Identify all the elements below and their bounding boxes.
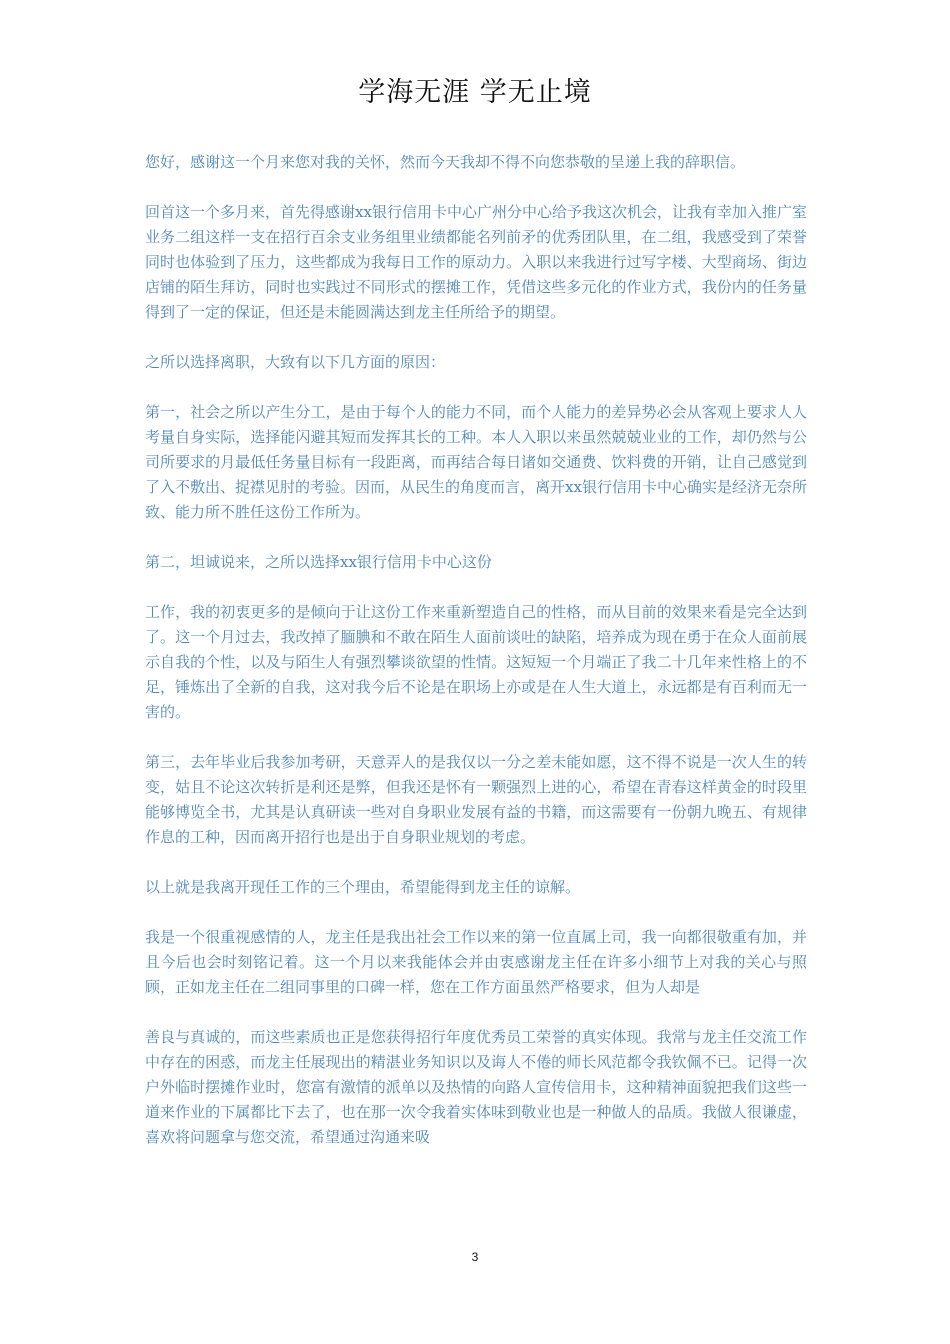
page-header-title: 学海无涯 学无止境 bbox=[358, 77, 592, 108]
paragraph-reason-one: 第一，社会之所以产生分工，是由于每个人的能力不同，而个人能力的差异势必会从客观上要求人人考量自身实际，选择能闪避其短而发挥其长的工种。本人入职以来虽然兢兢业业的工作，却仍然与公司所要求的月最低任务量目标有一段距离，而再结合每日诸如交通费、饮料费的开销，让自己感觉到了入不敷出、捉襟见肘的考验。因而，从民生的角度而言，离开xx银行信用卡中心确实是经济无奈所致、能力所不胜任这份工作所为。 bbox=[145, 403, 807, 521]
paragraph-reason-three: 第三，去年毕业后我参加考研，天意弄人的是我仅以一分之差未能如愿，这不得不说是一次人生的转变，姑且不论这次转折是利还是弊，但我还是怀有一颗强烈上进的心，希望在青春这样黄金的时段里能够博览全书，尤其是认真研读一些对自身职业发展有益的书籍，而这需要有一份朝九晚五、有规律作息的工种，因而离开招行也是出于自身职业规划的考虑。 bbox=[145, 753, 807, 846]
paragraph-summary: 以上就是我离开现任工作的三个理由，希望能得到龙主任的谅解。 bbox=[145, 878, 581, 896]
paragraph-reasons-intro: 之所以选择离职，大致有以下几方面的原因： bbox=[145, 353, 446, 371]
paragraph-review: 回首这一个多月来，首先得感谢xx银行信用卡中心广州分中心给予我这次机会，让我有幸加入推广室业务二组这样一支在招行百余支业务组里业绩都能名列前矛的优秀团队里，在二组，我感受到了荣誉同时也体验到了压力，这些都成为我每日工作的原动力。入职以来我进行过写字楼、大型商场、街边店铺的陌生拜访，同时也实践过不同形式的摆摊工作，凭借这些多元化的作业方式，我份内的任务量得到了一定的保证，但还是未能圆满达到龙主任所给予的期望。 bbox=[145, 203, 807, 321]
paragraph-reason-two-cont: 工作，我的初衷更多的是倾向于让这份工作来重新塑造自己的性格，而从目前的效果来看是完全达到了。这一个月过去，我改掉了腼腆和不敢在陌生人面前谈吐的缺陷，培养成为现在勇于在众人面前展示自我的个性，以及与陌生人有强烈攀谈欲望的性情。这短短一个月端正了我二十几年来性格上的不足，锤炼出了全新的自我，这对我今后不论是在职场上亦或是在人生大道上，永远都是有百利而无一害的。 bbox=[145, 603, 807, 721]
paragraph-greeting: 您好，感谢这一个月来您对我的关怀，然而今天我却不得不向您恭敬的呈递上我的辞职信。 bbox=[145, 153, 746, 171]
page-number: 3 bbox=[471, 1250, 479, 1264]
letter-body bbox=[145, 150, 807, 1175]
paragraph-gratitude: 我是一个很重视感情的人，龙主任是我出社会工作以来的第一位直属上司，我一向都很敬重有加，并且今后也会时刻铭记着。这一个月以来我能体会并由衷感谢龙主任在许多小细节上对我的关心与照顾，正如龙主任在二组同事里的口碑一样，您在工作方面虽然严格要求，但为人却是 bbox=[145, 928, 807, 996]
paragraph-reason-two-start: 第二，坦诚说来，之所以选择xx银行信用卡中心这份 bbox=[145, 553, 492, 571]
paragraph-praise: 善良与真诚的，而这些素质也正是您获得招行年度优秀员工荣誉的真实体现。我常与龙主任交流工作中存在的困惑，而龙主任展现出的精湛业务知识以及诲人不倦的师长风范都令我钦佩不已。记得一次户外临时摆摊作业时，您富有激情的派单以及热情的向路人宣传信用卡，这种精神面貌把我们这些一道来作业的下属都比下去了，也在那一次令我着实体味到敬业也是一种做人的品质。我做人很谦虚，喜欢将问题拿与您交流，希望通过沟通来吸 bbox=[145, 1028, 807, 1146]
